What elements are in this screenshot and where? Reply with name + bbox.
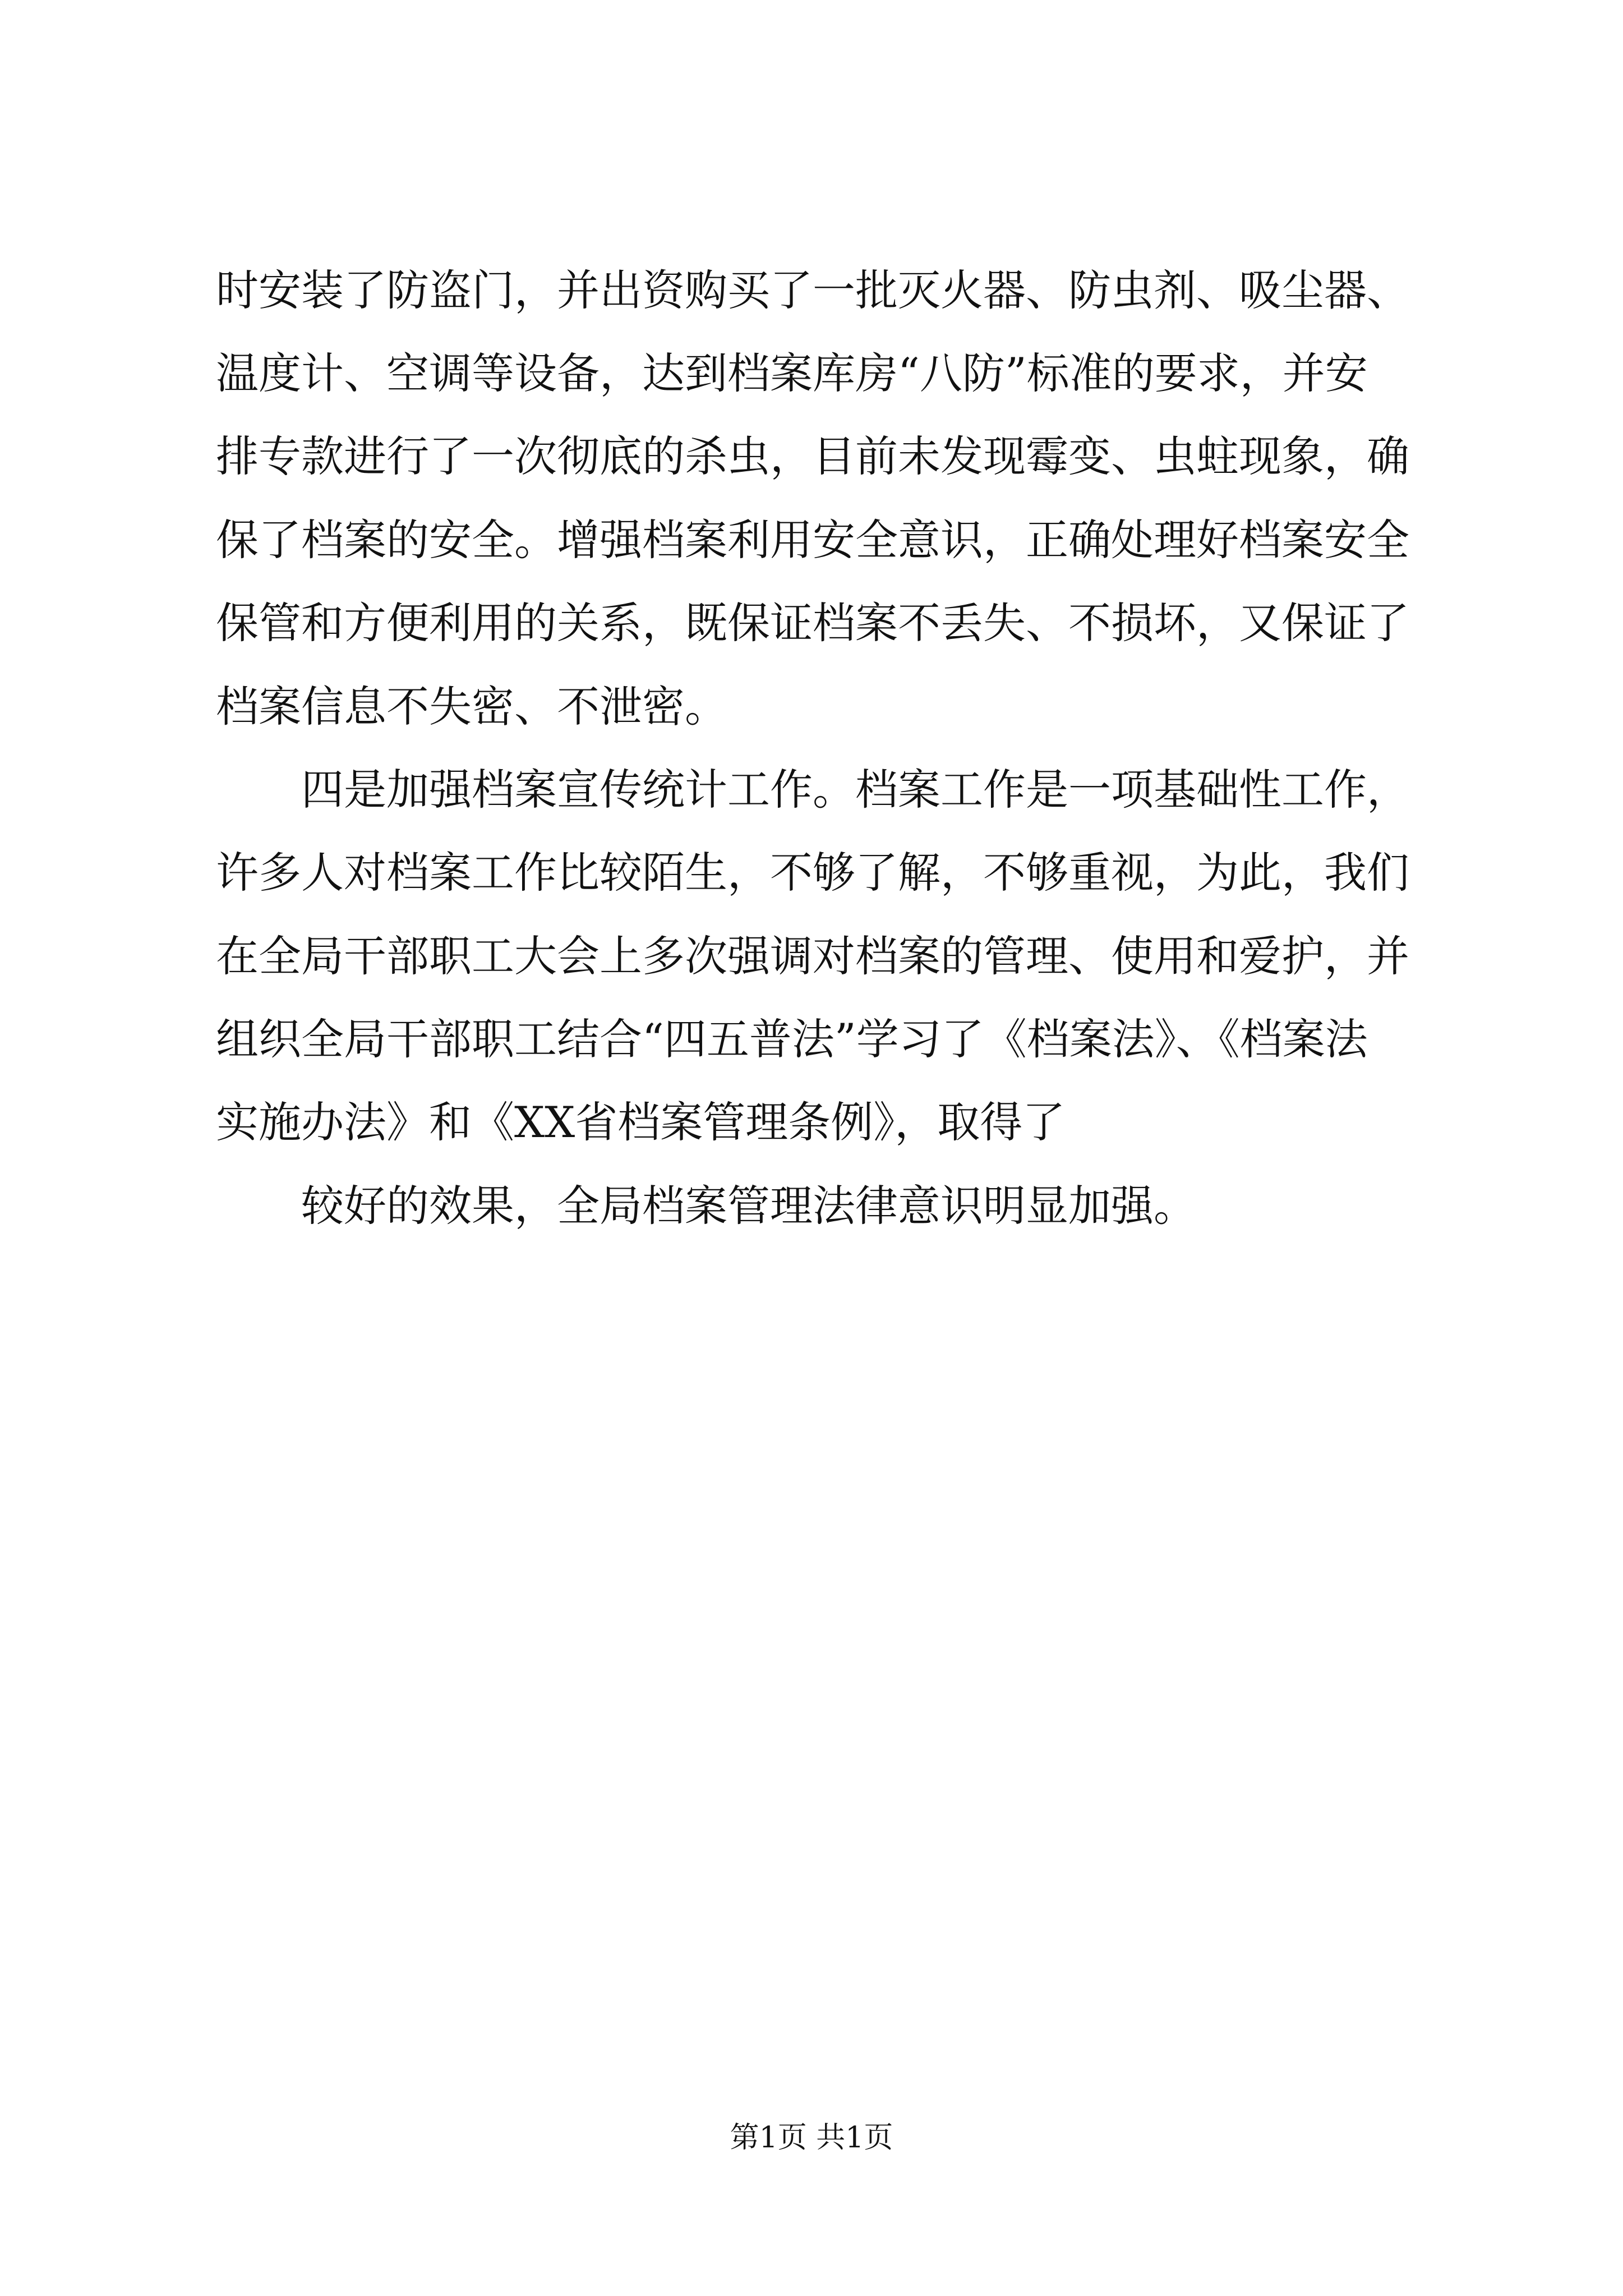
- paragraph-2-line-5: 实施办法》和《XX省档案管理条例》，取得了: [216, 1097, 1066, 1147]
- paragraph-2-line-1: 四是加强档案宣传统计工作。档案工作是一项基础性工作，: [301, 765, 1409, 815]
- paragraph-1-line-1: 时安装了防盗门，并出资购买了一批灭火器、防虫剂、吸尘器、: [216, 265, 1409, 315]
- paragraph-1-line-6: 档案信息不失密、不泄密。: [216, 682, 727, 731]
- paragraph-2-line-4: 组织全局干部职工结合“四五普法”学习了《档案法》、《档案法: [216, 1014, 1368, 1064]
- paragraph-1-line-3: 排专款进行了一次彻底的杀虫，目前未发现霉变、虫蛀现象，确: [216, 431, 1409, 481]
- paragraph-1-line-2: 温度计、空调等设备，达到档案库房“八防”标准的要求，并安: [216, 348, 1368, 398]
- paragraph-3-line-1: 较好的效果，全局档案管理法律意识明显加强。: [301, 1181, 1196, 1231]
- paragraph-1-line-4: 保了档案的安全。增强档案利用安全意识，正确处理好档案安全: [216, 515, 1409, 565]
- paragraph-2-line-2: 许多人对档案工作比较陌生，不够了解，不够重视，为此，我们: [216, 848, 1409, 898]
- page-footer: 第1页 共1页: [730, 2121, 893, 2155]
- paragraph-1-line-5: 保管和方便利用的关系，既保证档案不丢失、不损坏，又保证了: [216, 598, 1409, 648]
- paragraph-2-line-3: 在全局干部职工大会上多次强调对档案的管理、使用和爱护，并: [216, 931, 1409, 981]
